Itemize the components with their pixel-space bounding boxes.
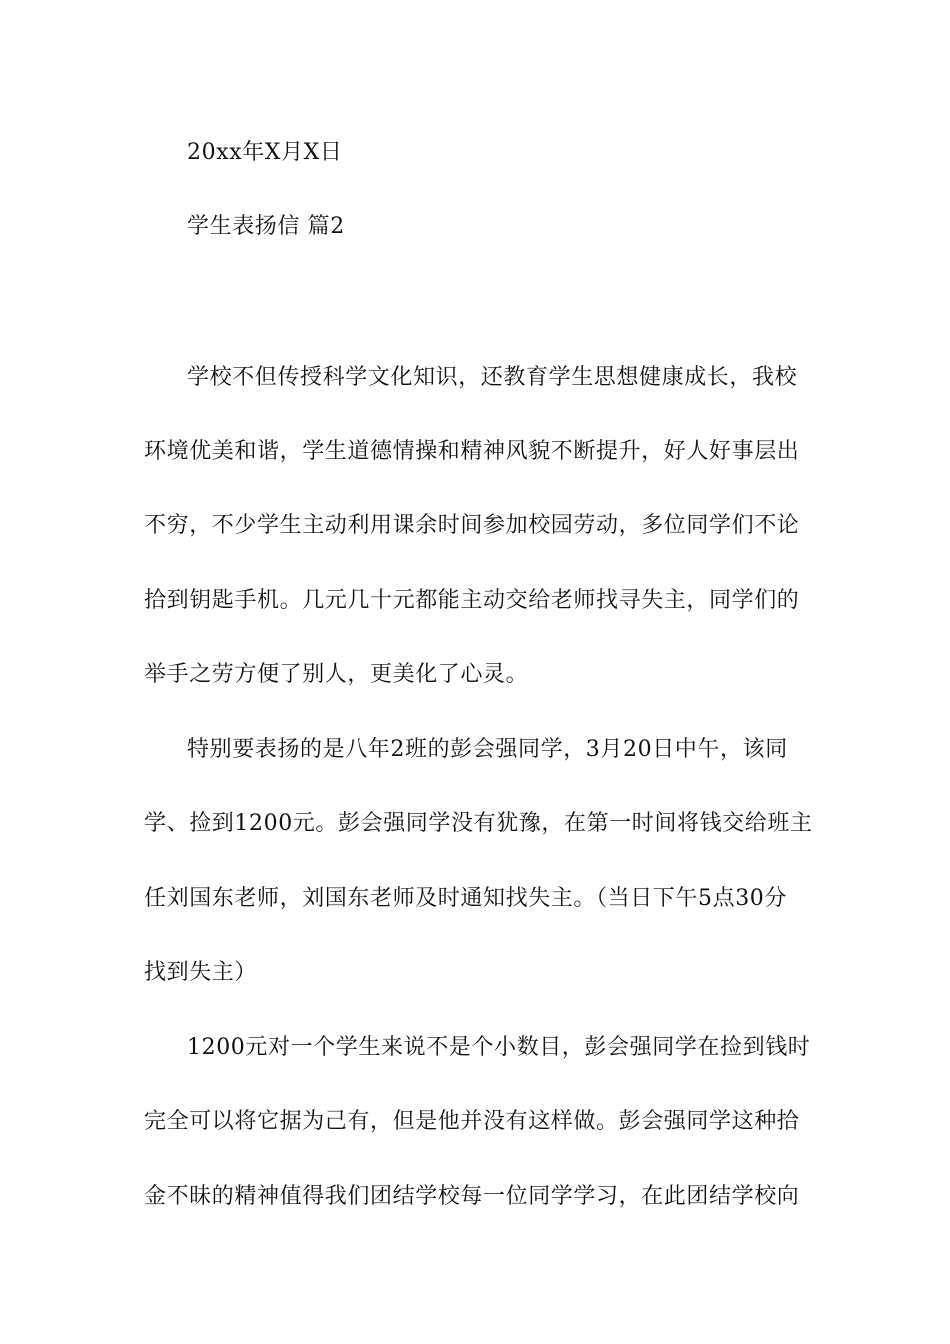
paragraph-1-line-4: 拾到钥匙手机。几元几十元都能主动交给老师找寻失主，同学们的 [144, 588, 800, 613]
paragraph-2-line-1: 特别要表扬的是八年2班的彭会强同学，3月20日中午，该同 [187, 737, 788, 762]
paragraph-2-line-4: 找到失主） [144, 960, 258, 985]
paragraph-1-line-2: 环境优美和谐，学生道德情操和精神风貌不断提升，好人好事层出 [144, 439, 800, 464]
section-title: 学生表扬信 篇2 [187, 214, 345, 239]
paragraph-3-line-1: 1200元对一个学生来说不是个小数目，彭会强同学在捡到钱时 [187, 1035, 811, 1060]
paragraph-2-line-2: 学、捡到1200元。彭会强同学没有犹豫，在第一时间将钱交给班主 [144, 811, 813, 836]
paragraph-3-line-3: 金不昧的精神值得我们团结学校每一位同学学习，在此团结学校向 [144, 1184, 800, 1209]
paragraph-1-line-1: 学校不但传授科学文化知识，还教育学生思想健康成长，我校 [187, 365, 798, 390]
letter-date: 20xx年X月X日 [187, 140, 343, 165]
paragraph-1-line-3: 不穷，不少学生主动利用课余时间参加校园劳动，多位同学们不论 [144, 513, 800, 538]
paragraph-2-line-3: 任刘国东老师，刘国东老师及时通知找失主。（当日下午5点30分 [144, 886, 787, 911]
paragraph-1-line-5: 举手之劳方便了别人，更美化了心灵。 [144, 662, 529, 687]
paragraph-3-line-2: 完全可以将它据为己有，但是他并没有这样做。彭会强同学这种拾 [144, 1109, 800, 1134]
